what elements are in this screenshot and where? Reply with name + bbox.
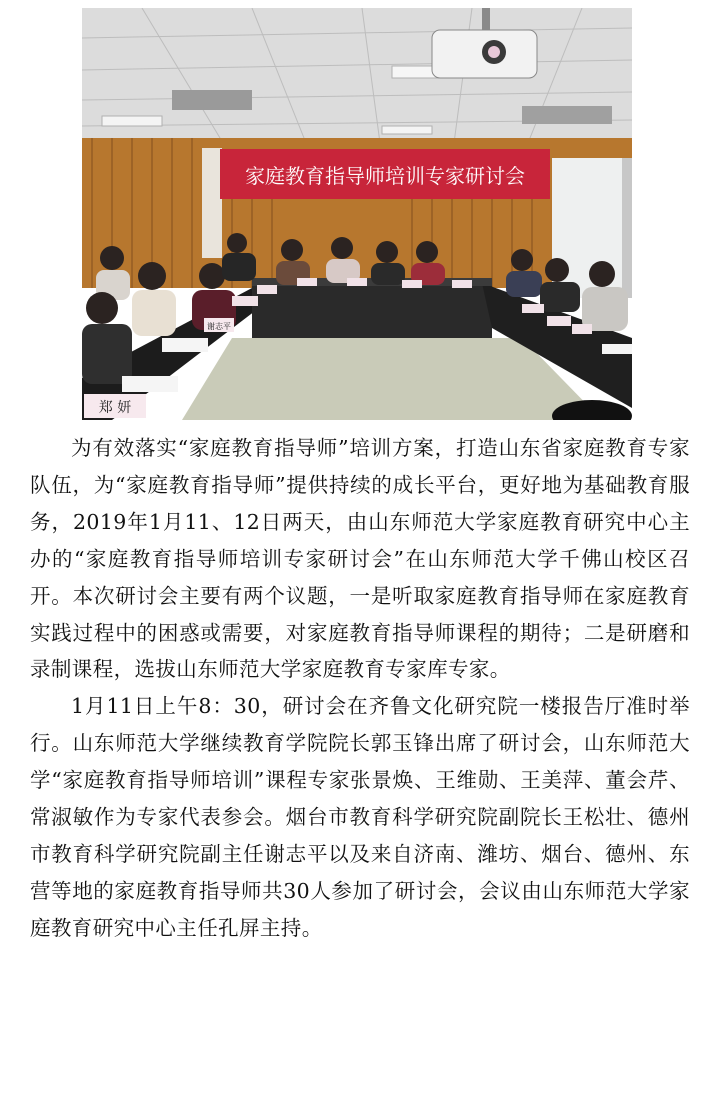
svg-text:郑 妍: 郑 妍 [98, 400, 132, 416]
paragraph-meeting-details: 1月11日上午8：30，研讨会在齐鲁文化研究院一楼报告厅准时举行。山东师范大学继续教育学院院长郭玉锋出席了研讨会，山东师范大学“家庭教育指导师培训”课程专家张景焕、王维勋、王美萍、董会芹、常淑敏作为专家代表参会。烟台市教育科学研究院副院长王松壮、德州市教育科学研究院副主任谢志平以及来自济南、潍坊、烟台、德州、东营等地的家庭教育指导师共30人参加了研讨会，会议由山东师范大学家庭教育研究中心主任孔屏主持。 [30, 694, 690, 940]
article-body [30, 430, 690, 947]
nameplate-zheng-yan [84, 394, 146, 418]
svg-text:谢志平: 谢志平 [207, 322, 231, 331]
banner-text: 家庭教育指导师培训专家研讨会 [245, 164, 525, 188]
paragraph-intro: 为有效落实“家庭教育指导师”培训方案，打造山东省家庭教育专家队伍，为“家庭教育指导师”提供持续的成长平台，更好地为基础教育服务，2019年1月11、12日两天，由山东师范大学家庭教育研究中心主办的“家庭教育指导师培训专家研讨会”在山东师范大学千佛山校区召开。本次研讨会主要有两个议题，一是听取家庭教育指导师在家庭教育实践过程中的困惑或需要，对家庭教育指导师课程的期待；二是研磨和录制课程，选拔山东师范大学家庭教育专家库专家。 [30, 436, 690, 682]
nameplate-xie-zhiping [204, 318, 234, 332]
meeting-photo [82, 8, 632, 420]
